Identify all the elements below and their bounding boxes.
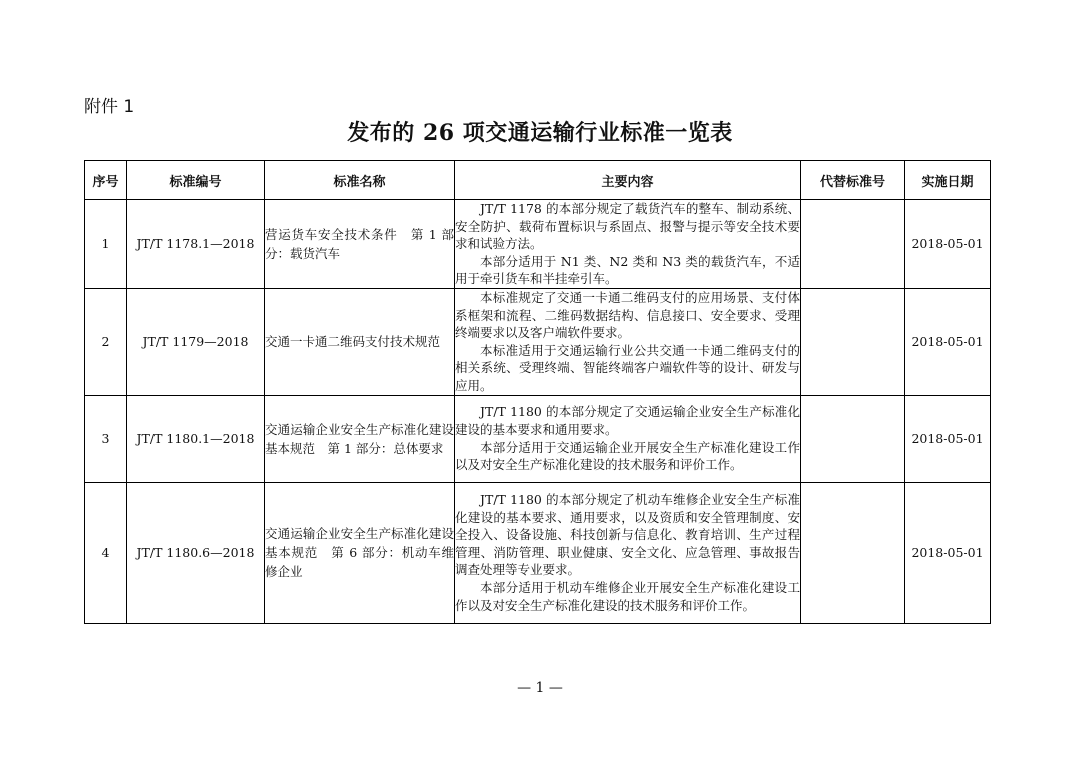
row-name: 营运货车安全技术条件 第 1 部分：载货汽车 bbox=[265, 200, 455, 289]
header-content: 主要内容 bbox=[455, 161, 801, 200]
content-paragraph: JT/T 1180 的本部分规定了交通运输企业安全生产标准化建设的基本要求和通用要求。 bbox=[455, 404, 800, 437]
row-replaces bbox=[801, 200, 905, 289]
row-content bbox=[455, 482, 801, 623]
content-paragraph: 本部分适用于机动车维修企业开展安全生产标准化建设工作以及对安全生产标准化建设的技术服务和评价工作。 bbox=[455, 579, 800, 613]
row-replaces bbox=[801, 288, 905, 395]
row-name: 交通运输企业安全生产标准化建设基本规范 第 1 部分：总体要求 bbox=[265, 395, 455, 482]
row-seq: 4 bbox=[85, 482, 127, 623]
row-seq: 1 bbox=[85, 200, 127, 289]
header-seq: 序号 bbox=[85, 161, 127, 200]
row-date: 2018-05-01 bbox=[905, 200, 991, 289]
row-seq: 3 bbox=[85, 395, 127, 482]
row-date: 2018-05-01 bbox=[905, 288, 991, 395]
content-paragraph: 本部分适用于 N1 类、N2 类和 N3 类的载货汽车，不适用于牵引货车和半挂牵引车。 bbox=[455, 253, 800, 287]
row-content bbox=[455, 288, 801, 395]
row-code: JT/T 1178.1—2018 bbox=[127, 200, 265, 289]
row-code: JT/T 1180.6—2018 bbox=[127, 482, 265, 623]
content-paragraph: 本标准规定了交通一卡通二维码支付的应用场景、支付体系框架和流程、二维码数据结构、信息接口、安全要求、受理终端要求以及客户端软件要求。 bbox=[455, 289, 800, 341]
row-date: 2018-05-01 bbox=[905, 482, 991, 623]
row-replaces bbox=[801, 395, 905, 482]
row-code: JT/T 1180.1—2018 bbox=[127, 395, 265, 482]
content-paragraph: 本部分适用于交通运输企业开展安全生产标准化建设工作以及对安全生产标准化建设的技术服务和评价工作。 bbox=[455, 439, 800, 473]
row-name: 交通一卡通二维码支付技术规范 bbox=[265, 288, 455, 395]
row-name: 交通运输企业安全生产标准化建设基本规范 第 6 部分：机动车维修企业 bbox=[265, 482, 455, 623]
table-row bbox=[85, 200, 991, 289]
table-row bbox=[85, 288, 991, 395]
row-content bbox=[455, 395, 801, 482]
content-paragraph: 本标准适用于交通运输行业公共交通一卡通二维码支付的相关系统、受理终端、智能终端客户端软件等的设计、研发与应用。 bbox=[455, 342, 800, 393]
table-row bbox=[85, 395, 991, 482]
standards-table bbox=[84, 160, 991, 624]
header-replaces: 代替标准号 bbox=[801, 161, 905, 200]
header-code: 标准编号 bbox=[127, 161, 265, 200]
header-date: 实施日期 bbox=[905, 161, 991, 200]
row-seq: 2 bbox=[85, 288, 127, 395]
row-replaces bbox=[801, 482, 905, 623]
row-content bbox=[455, 200, 801, 289]
table-header-row bbox=[85, 161, 991, 200]
row-date: 2018-05-01 bbox=[905, 395, 991, 482]
row-code: JT/T 1179—2018 bbox=[127, 288, 265, 395]
attachment-label: 附件 1 bbox=[84, 97, 135, 117]
content-paragraph: JT/T 1178 的本部分规定了载货汽车的整车、制动系统、安全防护、载荷布置标识与系固点、报警与提示等安全技术要求和试验方法。 bbox=[455, 201, 800, 252]
content-paragraph: JT/T 1180 的本部分规定了机动车维修企业安全生产标准化建设的基本要求、通用要求，以及资质和安全管理制度、安全投入、设备设施、科技创新与信息化、教育培训、生产过程管理、消防管理、职业健康、安全文化、应急管理、事故报告调查处理等专业要求。 bbox=[455, 491, 800, 578]
header-name: 标准名称 bbox=[265, 161, 455, 200]
document-title: 发布的 26 项交通运输行业标准一览表 bbox=[347, 120, 733, 146]
page-number: — 1 — bbox=[517, 680, 563, 696]
table-row bbox=[85, 482, 991, 623]
